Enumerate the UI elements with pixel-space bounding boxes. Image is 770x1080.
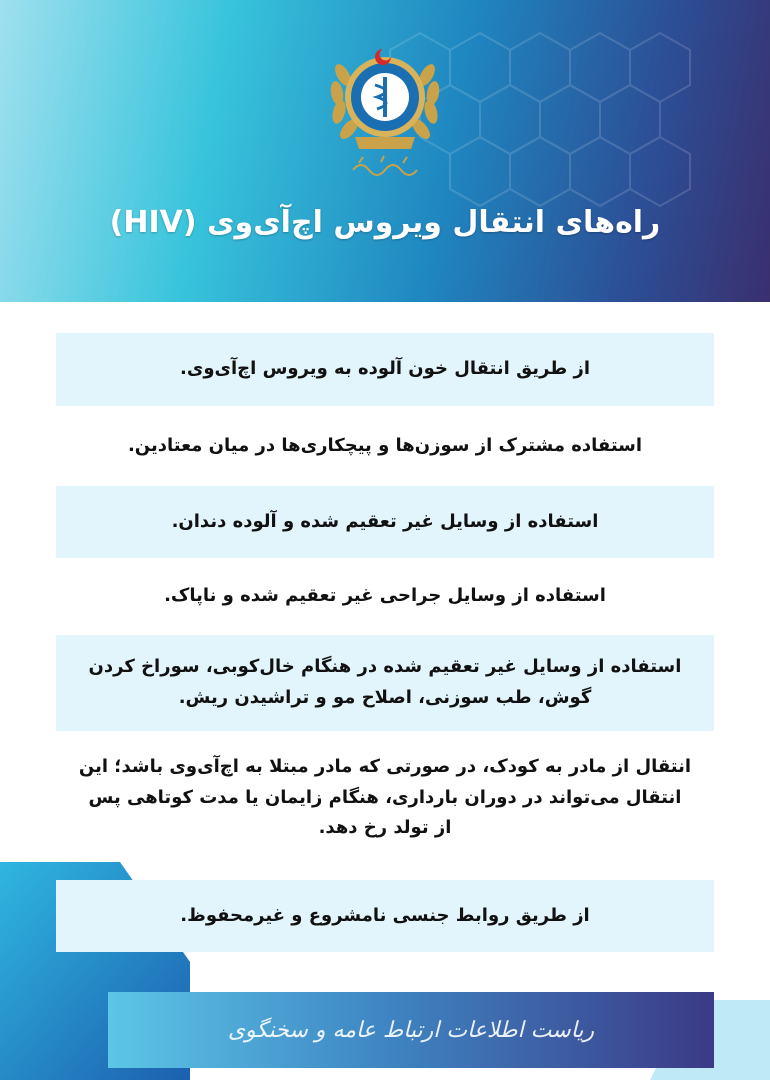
list-item: استفاده از وسایل غیر تعقیم شده در هنگام خال‌کوبی، سوراخ کردن گوش، طب سوزنی، اصلاح مو و تراشیدن ریش. xyxy=(56,635,714,731)
page-title: راه‌های انتقال ویروس اچ‌آی‌وی (HIV) xyxy=(109,205,661,240)
list-item: از طریق انتقال خون آلوده به ویروس اچ‌آی‌وی. xyxy=(56,333,714,406)
list-item: استفاده مشترک از سوزن‌ها و پیچکاری‌ها در میان معتادین. xyxy=(127,434,643,456)
footer-signature: ریاست اطلاعات ارتباط عامه و سخنگوی xyxy=(227,1017,595,1043)
list-item: از طریق روابط جنسی نامشروع و غیرمحفوظ. xyxy=(56,880,714,952)
list-item: انتقال از مادر به کودک، در صورتی که مادر مبتلا به اچ‌آی‌وی باشد؛ این انتقال می‌تواند در دوران بارداری، هنگام زایمان یا مدت کوتاهی پس از تولد رخ دهد. xyxy=(78,755,692,839)
ministry-emblem-icon xyxy=(325,35,445,185)
list-item: استفاده از وسایل جراحی غیر تعقیم شده و ناپاک. xyxy=(164,585,606,607)
header-banner xyxy=(0,0,770,302)
footer-banner xyxy=(108,992,714,1068)
list-item: استفاده از وسایل غیر تعقیم شده و آلوده دندان. xyxy=(56,486,714,558)
